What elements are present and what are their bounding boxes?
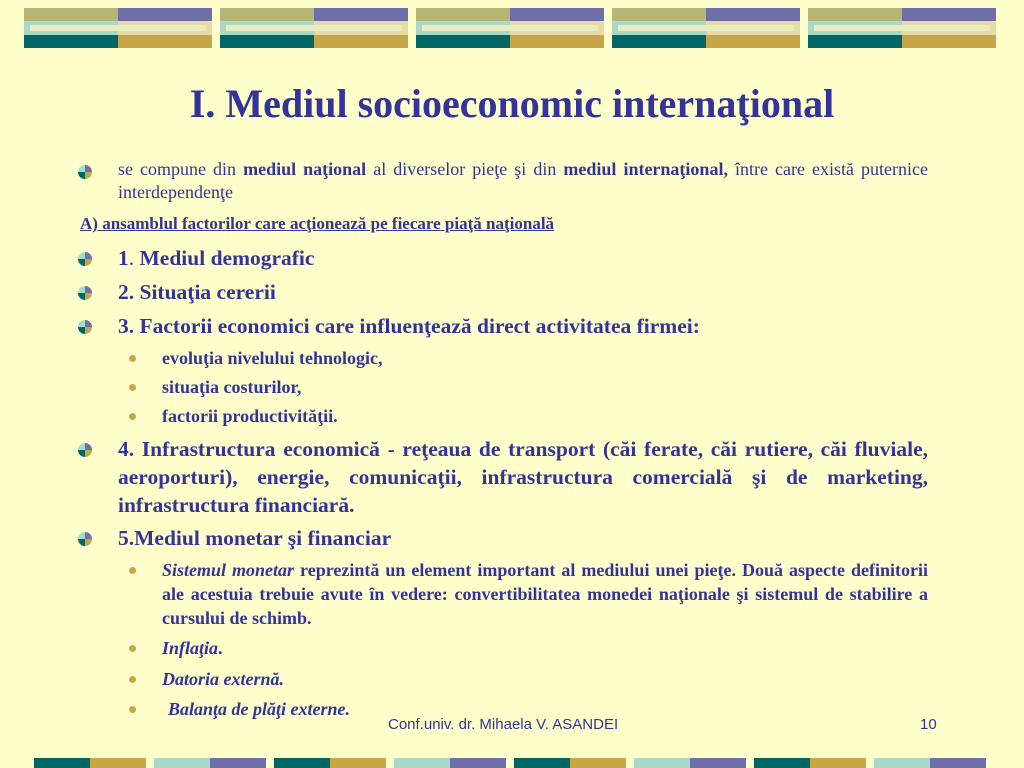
deco-block [24,8,212,48]
dot-icon [129,567,136,574]
sub-item-label: factorii productivităţii. [162,406,338,426]
bullet-icon [78,252,92,266]
sub-item-label: Balanţa de plăţi externe. [168,699,350,719]
dot-icon [129,706,136,713]
bullet-icon [78,286,92,300]
item-label: 1. Mediul demografic [118,246,315,270]
item-label: 4. Infrastructura economică - reţeaua de transport (căi ferate, căi rutiere, căi fluviale, aeroporturi), energie, comunicaţii, infrastructura comercială şi de marketing, infrastructura financiară. [118,437,928,517]
deco-block [612,8,800,48]
dot-icon [129,355,136,362]
dot-icon [129,413,136,420]
sub-item-label: Datoria externă. [162,669,285,689]
bullet-icon [78,443,92,457]
footer-author: Conf.univ. dr. Mihaela V. ASANDEI [388,716,619,733]
section-a-heading: A) ansamblul factorilor care acţionează pe fiecare piaţă naţională [80,214,555,233]
bullet-icon [78,165,92,179]
bottom-decoration [0,758,1024,768]
bullet-icon [78,532,92,546]
sub-item-label: Inflaţia. [162,638,223,658]
item-label: 2. Situaţia cererii [118,280,276,304]
slide-title: I. Mediul socioeconomic internaţional [189,81,835,126]
dot-icon [129,676,136,683]
item-label: 5.Mediul monetar şi financiar [118,526,392,550]
deco-block [416,8,604,48]
intro-text: se compune din mediul naţional al diverselor pieţe şi din mediul internaţional, între care există puternice interdependenţe [118,159,929,202]
item-label: 3. Factorii economici care influenţează direct activitatea firmei: [118,314,700,338]
page-number: 10 [920,716,937,733]
dot-icon [129,645,136,652]
top-decoration [0,8,1024,48]
sub-item-label: situaţia costurilor, [162,377,302,397]
sub-item-label: evoluţia nivelului tehnologic, [162,348,383,368]
dot-icon [129,384,136,391]
bullet-icon [78,320,92,334]
sub-item-label: Sistemul monetar reprezintă un element important al mediului unei pieţe. Două aspecte definitorii ale acestuia trebuie avute în vedere: convertibilitatea monedei naţionale şi sistemul de stabilire a cursului de schimb. [162,560,928,628]
deco-block [220,8,408,48]
deco-block [808,8,996,48]
